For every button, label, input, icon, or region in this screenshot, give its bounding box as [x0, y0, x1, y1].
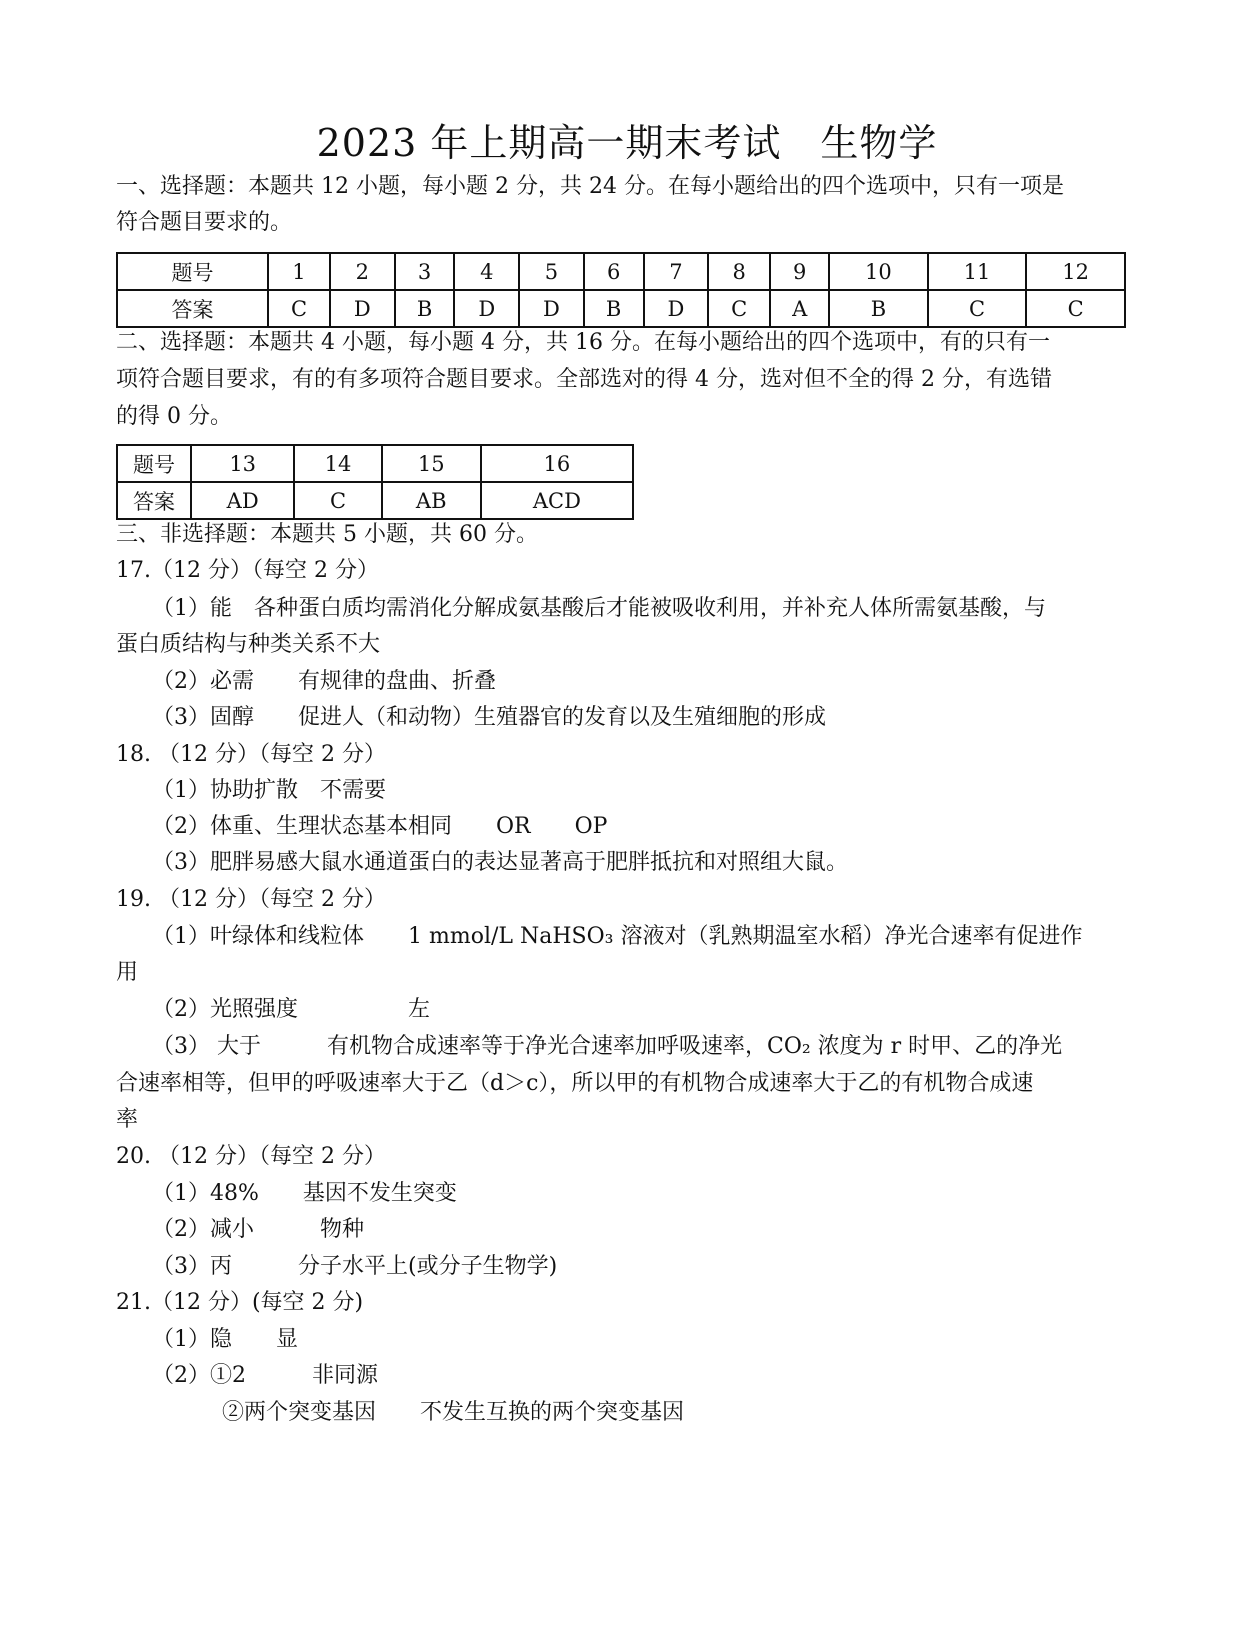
answer-cell: D [644, 290, 709, 327]
answer-cell: B [395, 290, 455, 327]
table-row-numbers [117, 253, 1125, 290]
answer-cell: C [708, 290, 770, 327]
q17-answer-2: （2）必需 有规律的盘曲、折叠 [152, 669, 496, 694]
q17-answer-1-cont: 蛋白质结构与种类关系不大 [116, 632, 381, 657]
question-number: 8 [708, 253, 770, 290]
question-number: 13 [191, 445, 294, 482]
row-label: 题号 [117, 445, 191, 482]
question-number: 15 [382, 445, 481, 482]
question-number: 12 [1026, 253, 1125, 290]
table-row-numbers [117, 445, 633, 482]
q21-answer-1: （1）隐 显 [152, 1327, 298, 1352]
q21-answer-2-part2: ②两个突变基因 不发生互换的两个突变基因 [222, 1400, 685, 1425]
answer-cell: AD [191, 482, 294, 519]
q20-heading: 20. （12 分）（每空 2 分） [116, 1144, 386, 1169]
q20-answer-3: （3）丙 分子水平上(或分子生物学) [152, 1254, 558, 1279]
question-number: 5 [519, 253, 584, 290]
question-number: 1 [268, 253, 330, 290]
q18-answer-3: （3）肥胖易感大鼠水通道蛋白的表达显著高于肥胖抵抗和对照组大鼠。 [152, 850, 848, 875]
row-label: 答案 [117, 290, 268, 327]
question-number: 9 [770, 253, 829, 290]
question-number: 3 [395, 253, 455, 290]
q19-answer-3: （3） 大于 有机物合成速率等于净光合速率加呼吸速率，CO₂ 浓度为 r 时甲、乙的净光 [152, 1034, 1063, 1059]
question-number: 16 [481, 445, 633, 482]
q19-answer-2: （2）光照强度 左 [152, 997, 430, 1022]
answer-cell: C [268, 290, 330, 327]
q18-answer-1: （1）协助扩散 不需要 [152, 778, 386, 803]
answer-cell: C [294, 482, 381, 519]
answer-cell: D [454, 290, 519, 327]
q19-heading: 19. （12 分）（每空 2 分） [116, 887, 386, 912]
question-number: 10 [829, 253, 928, 290]
q17-answer-3: （3）固醇 促进人（和动物）生殖器官的发育以及生殖细胞的形成 [152, 705, 826, 730]
q19-answer-1: （1）叶绿体和线粒体 1 mmol/L NaHSO₃ 溶液对（乳熟期温室水稻）净光合速率有促进作 [152, 924, 1083, 949]
answer-cell: ACD [481, 482, 633, 519]
question-number: 11 [928, 253, 1027, 290]
q20-answer-1: （1）48% 基因不发生突变 [152, 1181, 457, 1206]
table-row-answers [117, 482, 633, 519]
q17-heading: 17.（12 分）（每空 2 分） [116, 558, 379, 583]
question-number: 2 [330, 253, 395, 290]
q20-answer-2: （2）减小 物种 [152, 1217, 364, 1242]
question-number: 4 [454, 253, 519, 290]
answer-cell: D [519, 290, 584, 327]
question-number: 6 [584, 253, 644, 290]
section2-answer-table [116, 444, 634, 520]
answer-cell: D [330, 290, 395, 327]
page-title: 2023 年上期高一期末考试 生物学 [316, 121, 938, 165]
q21-answer-2: （2）①2 非同源 [152, 1363, 378, 1388]
section1-instructions-line2: 符合题目要求的。 [116, 210, 293, 235]
answer-cell: C [928, 290, 1027, 327]
answer-cell: AB [382, 482, 481, 519]
answer-cell: A [770, 290, 829, 327]
question-number: 14 [294, 445, 381, 482]
section1-instructions-line1: 一、选择题：本题共 12 小题，每小题 2 分，共 24 分。在每小题给出的四个选项中，只有一项是 [116, 174, 1064, 199]
section3-heading: 三、非选择题：本题共 5 小题，共 60 分。 [116, 522, 538, 547]
q19-answer-1-cont: 用 [116, 960, 139, 985]
row-label: 答案 [117, 482, 191, 519]
q21-heading: 21.（12 分）(每空 2 分) [116, 1290, 364, 1315]
section2-instructions-line3: 的得 0 分。 [116, 404, 232, 429]
section1-answer-table [116, 252, 1126, 328]
row-label: 题号 [117, 253, 268, 290]
q19-answer-3-cont2: 率 [116, 1107, 139, 1132]
answer-cell: C [1026, 290, 1125, 327]
q18-heading: 18. （12 分）（每空 2 分） [116, 742, 386, 767]
q17-answer-1: （1）能 各种蛋白质均需消化分解成氨基酸后才能被吸收利用，并补充人体所需氨基酸，与 [152, 596, 1047, 621]
q18-answer-2: （2）体重、生理状态基本相同 OR OP [152, 814, 608, 839]
answer-cell: B [829, 290, 928, 327]
section2-instructions-line1: 二、选择题：本题共 4 小题，每小题 4 分，共 16 分。在每小题给出的四个选项中，有的只有一 [116, 330, 1050, 355]
section2-instructions-line2: 项符合题目要求，有的有多项符合题目要求。全部选对的得 4 分，选对但不全的得 2 分，有选错 [116, 367, 1052, 392]
q19-answer-3-cont: 合速率相等，但甲的呼吸速率大于乙（d＞c），所以甲的有机物合成速率大于乙的有机物合成速 [116, 1071, 1034, 1096]
answer-cell: B [584, 290, 644, 327]
question-number: 7 [644, 253, 709, 290]
table-row-answers [117, 290, 1125, 327]
